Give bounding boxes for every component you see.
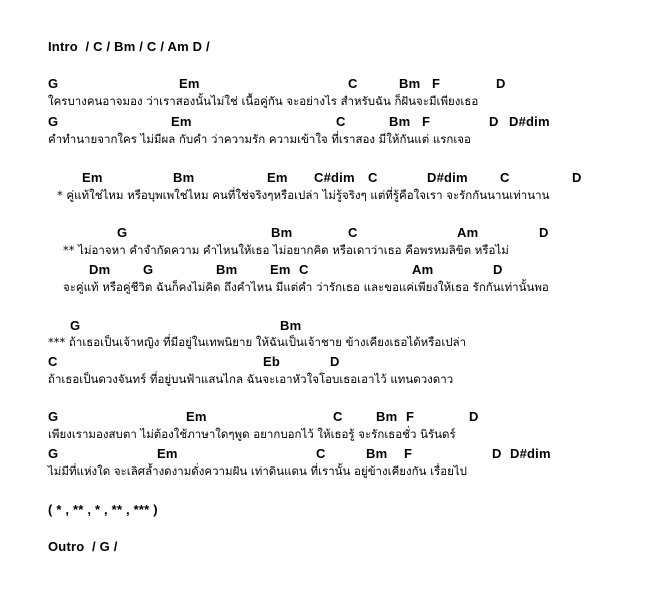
- part3-chord-line-1: [0, 319, 659, 333]
- bridge-chord-line-1: [0, 226, 659, 240]
- chord: D: [572, 170, 582, 185]
- chord: D: [489, 114, 499, 129]
- chord: C: [500, 170, 510, 185]
- chord: G: [143, 262, 154, 277]
- repeat-sequence: ( * , ** , * , ** , *** ): [48, 502, 158, 517]
- chord: Am: [412, 262, 434, 277]
- chord: F: [432, 76, 441, 91]
- chord: Bm: [376, 409, 398, 424]
- verse1-lyric-line-1: ใครบางคนอาจมอง ว่าเราสองนั้นไม่ใช่ เนื้อคู่กัน จะอย่างไร สำหรับฉัน ก็ฝันจะมีเพียงเธอ: [48, 94, 479, 108]
- chord: Dm: [89, 262, 111, 277]
- chord: Em: [82, 170, 103, 185]
- verse2-chord-line-1: [0, 410, 659, 424]
- chorus-lyric-line-1: * คู่แท้ใช่ไหม หรือบุพเพใช่ไหม คนที่ใช่จริงๆหรือเปล่า ไม่รู้จริงๆ แต่ที่รู้คือใจเรา จะรักกันนานเท่านาน: [57, 188, 550, 202]
- chord: D#dim: [509, 114, 550, 129]
- chord: G: [48, 114, 59, 129]
- chord: G: [48, 76, 59, 91]
- chord: Bm: [216, 262, 238, 277]
- chorus-chord-line-1: [0, 171, 659, 185]
- chord: D: [493, 262, 503, 277]
- chord: D: [492, 446, 502, 461]
- chord: Em: [179, 76, 200, 91]
- outro-line: Outro / G /: [48, 539, 118, 554]
- chord: G: [48, 446, 59, 461]
- chord: Em: [171, 114, 192, 129]
- bridge-chord-line-2: [0, 263, 659, 277]
- chord: D: [330, 354, 340, 369]
- chord: Em: [186, 409, 207, 424]
- chord: Em: [270, 262, 291, 277]
- intro-line: Intro / C / Bm / C / Am D /: [48, 39, 210, 54]
- verse1-chord-line-2: [0, 115, 659, 129]
- chord: Bm: [389, 114, 411, 129]
- verse2-chord-line-2: [0, 447, 659, 461]
- chord: C: [333, 409, 343, 424]
- chord: Bm: [173, 170, 195, 185]
- bridge-lyric-line-2: จะคู่แท้ หรือคู่ชีวิต ฉันก็คงไม่คิด ถึงคำไหน มีแต่คำ ว่ารักเธอ และขอแค่เพียงให้เธอ รักกันเท่านั้นพอ: [63, 280, 549, 294]
- chord: F: [406, 409, 415, 424]
- chord: D#dim: [510, 446, 551, 461]
- verse1-lyric-line-2: คำทำนายจากใคร ไม่มีผล กับคำ ว่าความรัก ความเข้าใจ ที่เราสอง มีให้กันแต่ แรกเจอ: [48, 132, 471, 146]
- chord: Eb: [263, 354, 281, 369]
- verse2-lyric-line-2: ไม่มีที่แห่งใด จะเลิศล้ำงดงามดั่งความฝัน เท่าดินแดน ที่เรานั้น อยู่ข้างเคียงกัน เรื่อยไป: [48, 464, 467, 478]
- chord: D: [469, 409, 479, 424]
- part3-lyric-line-2: ถ้าเธอเป็นดวงจันทร์ ที่อยู่บนฟ้าแสนไกล ฉันจะเอาหัวใจโอบเธอเอาไว้ แทนดวงดาว: [48, 372, 454, 386]
- chord: D: [539, 225, 549, 240]
- chord: F: [422, 114, 431, 129]
- chord: Em: [157, 446, 178, 461]
- chord: C: [348, 225, 358, 240]
- chord: D#dim: [427, 170, 468, 185]
- chord: Bm: [280, 318, 302, 333]
- verse1-chord-line-1: [0, 77, 659, 91]
- chord: C: [368, 170, 378, 185]
- chord: D: [496, 76, 506, 91]
- chord: C#dim: [314, 170, 355, 185]
- chord: Am: [457, 225, 479, 240]
- bridge-lyric-line-1: ** ไม่อาจหา คำจำกัดความ คำไหนให้เธอ ไม่อยากคิด หรือเดาว่าเธอ คือพรหมลิขิต หรือไม่: [63, 243, 509, 257]
- part3-lyric-line-1: *** ถ้าเธอเป็นเจ้าหญิง ที่มีอยู่ในเทพนิยาย ให้ฉันเป็นเจ้าชาย ข้างเคียงเธอได้หรือเปล่า: [48, 335, 467, 349]
- chord: C: [316, 446, 326, 461]
- verse2-lyric-line-1: เพียงเรามองสบตา ไม่ต้องใช้ภาษาใดๆพูด อยากบอกไว้ ให้เธอรู้ จะรักเธอชั่ว นิรันดร์: [48, 427, 456, 441]
- chord: Bm: [399, 76, 421, 91]
- chord: Bm: [271, 225, 293, 240]
- chord: G: [48, 409, 59, 424]
- chord: Em: [267, 170, 288, 185]
- chord: F: [404, 446, 413, 461]
- chord: C: [299, 262, 309, 277]
- chord: C: [336, 114, 346, 129]
- chord: C: [348, 76, 358, 91]
- chord: G: [70, 318, 81, 333]
- chord: G: [117, 225, 128, 240]
- chord: Bm: [366, 446, 388, 461]
- chord: C: [48, 354, 58, 369]
- part3-chord-line-2: [0, 355, 659, 369]
